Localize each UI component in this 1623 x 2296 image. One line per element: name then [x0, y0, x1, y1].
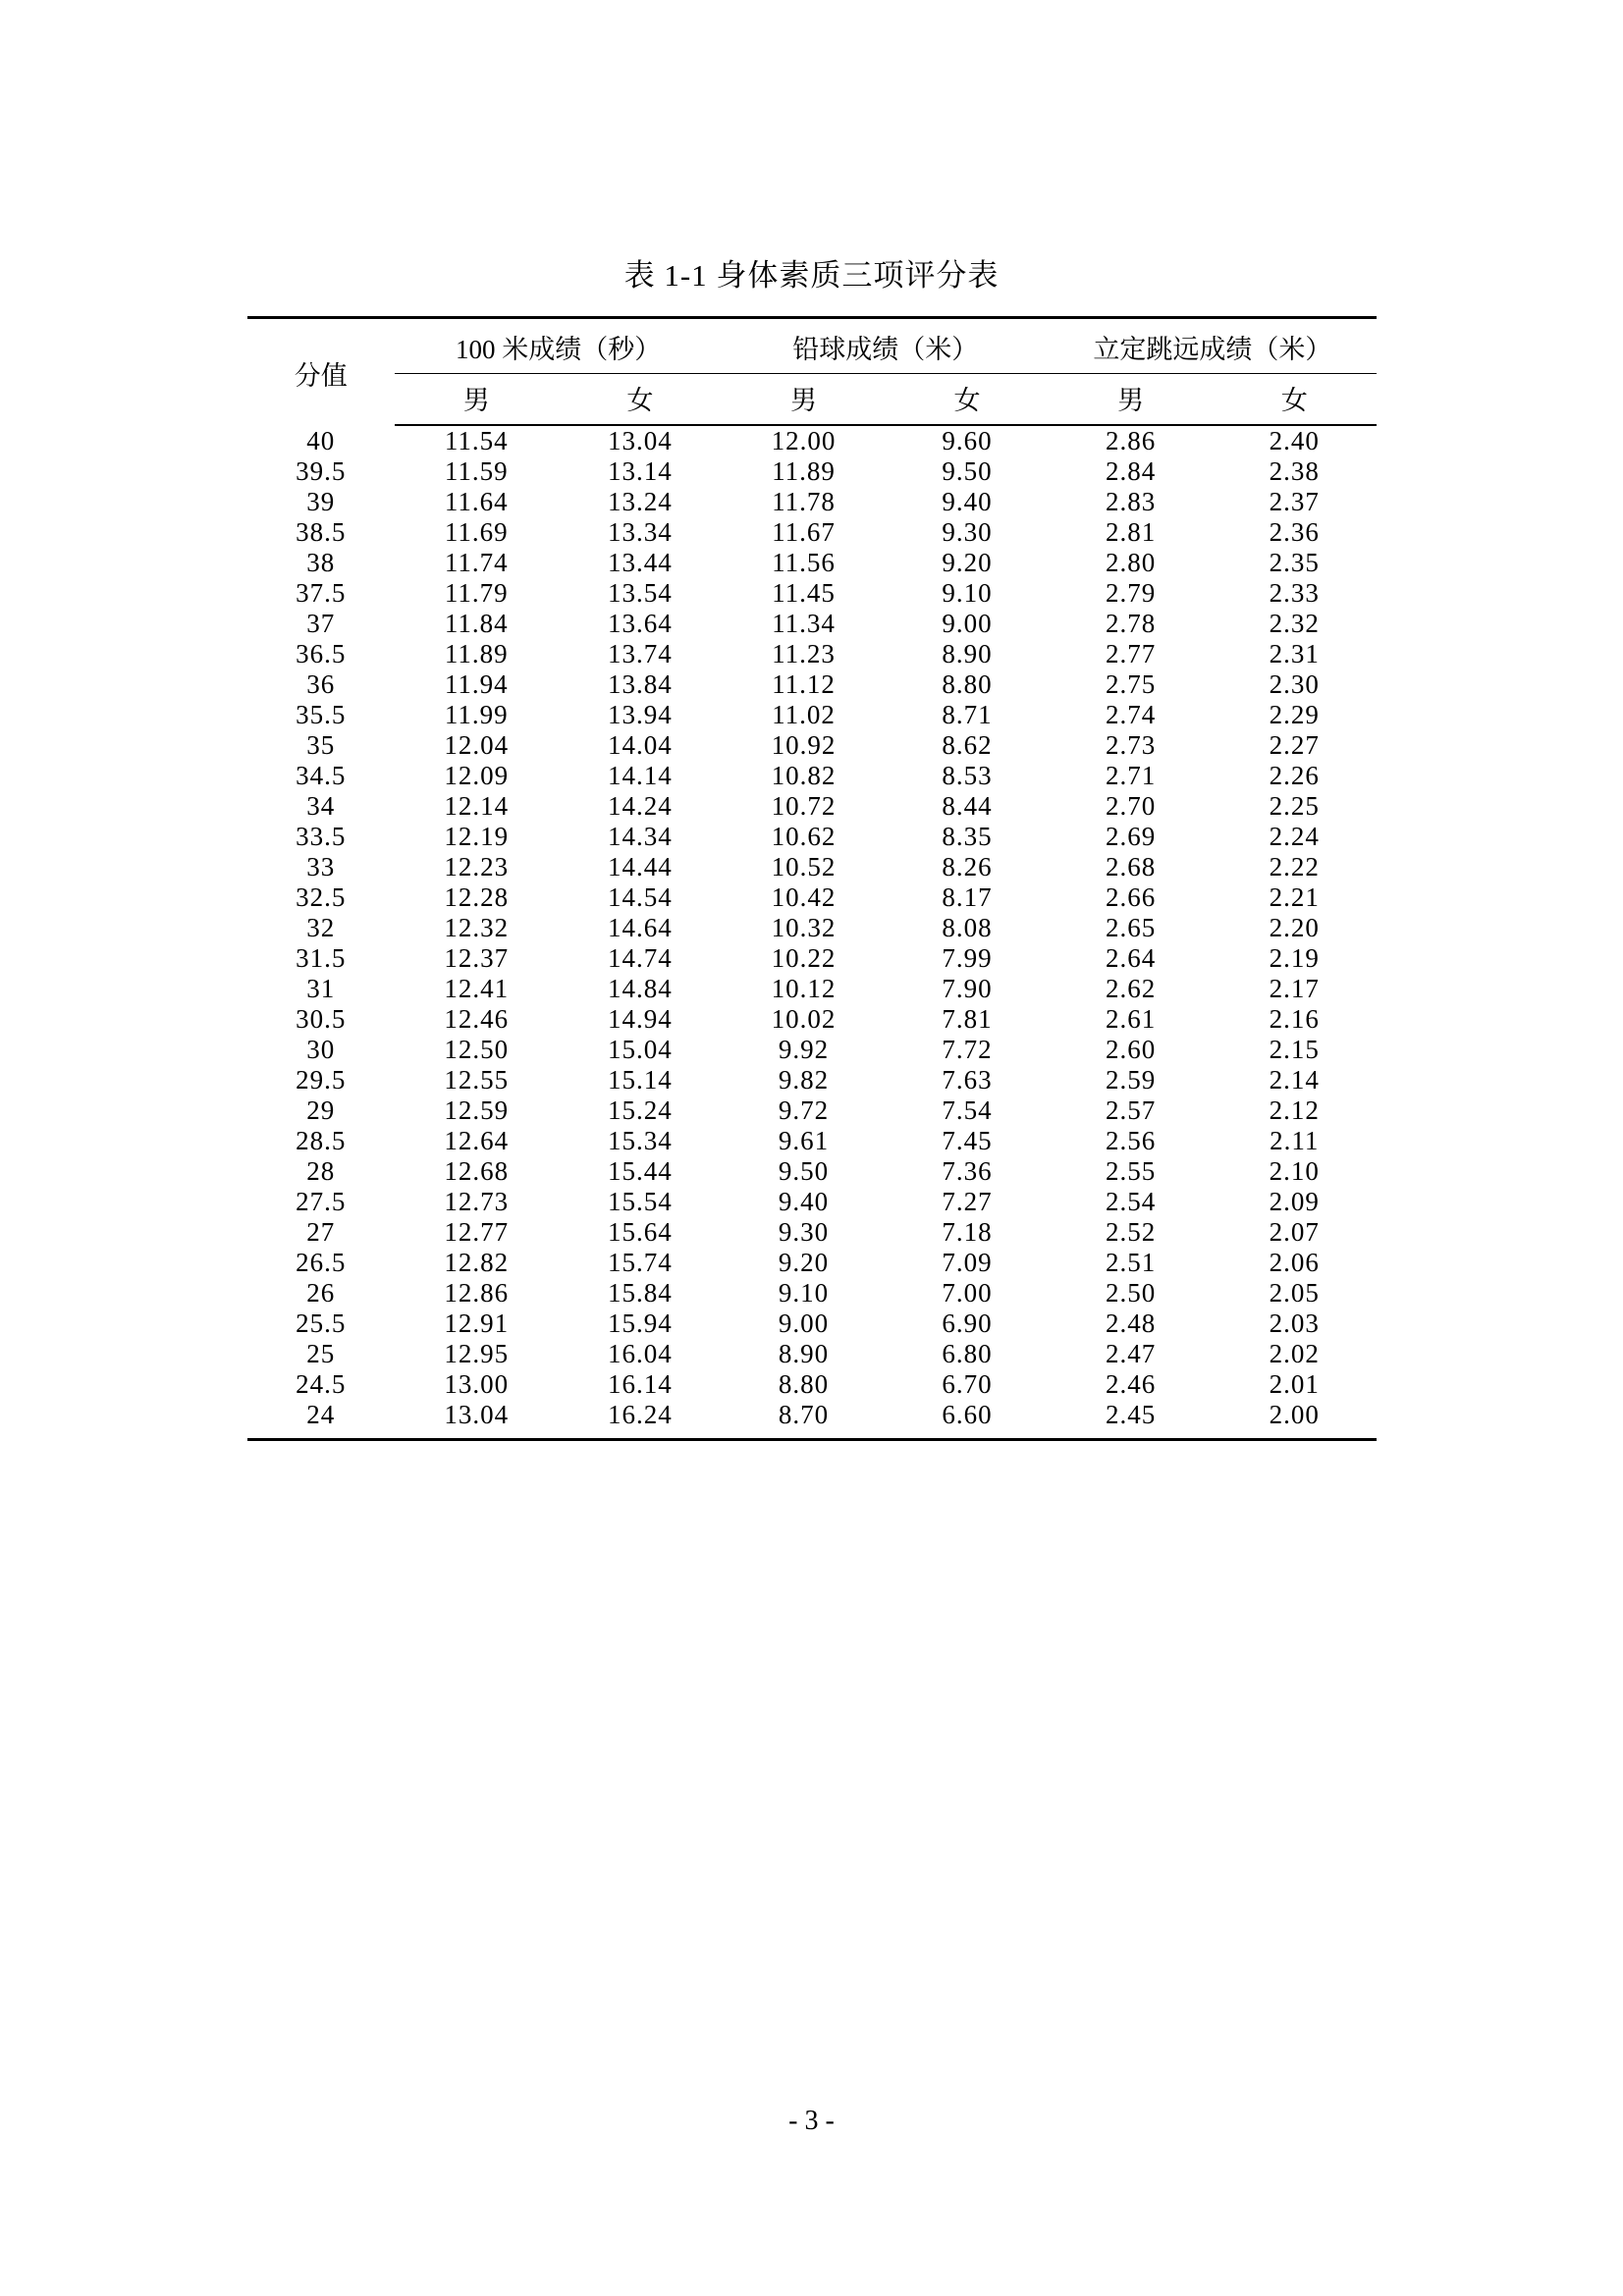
table-row: [247, 1217, 1377, 1248]
header-group-shotput: 铅球成绩（米）: [722, 318, 1049, 374]
cell-score: 39.5: [296, 456, 347, 486]
cell-100m-female: 15.74: [608, 1248, 673, 1277]
cell-jump-male: 2.77: [1105, 639, 1157, 668]
cell-shotput-male: 11.45: [772, 578, 836, 608]
cell-jump-female: 2.16: [1269, 1004, 1320, 1034]
cell-100m-male: 11.59: [444, 456, 509, 486]
cell-shotput-male: 9.82: [778, 1065, 830, 1095]
cell-jump-male: 2.69: [1105, 822, 1157, 851]
cell-shotput-female: 7.54: [942, 1095, 993, 1125]
cell-100m-female: 15.54: [608, 1187, 673, 1216]
cell-jump-female: 2.37: [1269, 487, 1320, 516]
cell-jump-female: 2.33: [1269, 578, 1320, 608]
cell-100m-male: 11.89: [444, 639, 509, 668]
cell-jump-male: 2.57: [1105, 1095, 1157, 1125]
table-row: [247, 669, 1377, 700]
score-table: [247, 316, 1377, 1441]
cell-100m-male: 12.19: [444, 822, 510, 851]
table-row: [247, 882, 1377, 913]
table-row: [247, 700, 1377, 730]
cell-shotput-male: 11.12: [772, 669, 836, 699]
cell-shotput-female: 9.00: [942, 609, 993, 638]
cell-shotput-female: 8.62: [942, 730, 993, 760]
cell-shotput-female: 8.17: [942, 882, 993, 912]
cell-score: 31.5: [296, 943, 347, 973]
cell-jump-male: 2.64: [1105, 943, 1157, 973]
table-row: [247, 578, 1377, 609]
cell-score: 34: [306, 791, 336, 821]
cell-shotput-male: 10.62: [771, 822, 837, 851]
table-row: [247, 1065, 1377, 1095]
cell-score: 24: [247, 1400, 396, 1440]
cell-jump-male: 2.51: [1105, 1248, 1157, 1277]
cell-shotput-male: 9.72: [778, 1095, 830, 1125]
cell-100m-male: 12.14: [444, 791, 510, 821]
cell-100m-female: 14.74: [608, 943, 673, 973]
cell-jump-female: 2.01: [1269, 1369, 1320, 1399]
cell-shotput-male: 9.00: [778, 1308, 830, 1338]
cell-jump-male: 2.60: [1105, 1035, 1157, 1064]
cell-score: 27: [306, 1217, 336, 1247]
cell-score: 26: [306, 1278, 336, 1308]
header-shotput-male: 男: [722, 374, 886, 426]
table-row: [247, 1187, 1377, 1217]
cell-jump-female: 2.07: [1269, 1217, 1320, 1247]
cell-jump-male: 2.50: [1105, 1278, 1157, 1308]
cell-shotput-female: 7.36: [942, 1156, 993, 1186]
cell-100m-female: 14.84: [608, 974, 673, 1003]
cell-100m-female: 14.04: [608, 730, 673, 760]
cell-shotput-male: 10.02: [771, 1004, 837, 1034]
cell-jump-male: 2.74: [1105, 700, 1157, 729]
table-row: [247, 791, 1377, 822]
cell-shotput-male: 11.89: [772, 456, 836, 486]
cell-jump-female: 2.25: [1269, 791, 1320, 821]
cell-jump-male: 2.61: [1105, 1004, 1157, 1034]
cell-shotput-male: 9.50: [778, 1156, 830, 1186]
header-100m-male: 男: [395, 374, 559, 426]
cell-100m-male: 12.86: [444, 1278, 510, 1308]
cell-100m-male: 12.55: [444, 1065, 510, 1095]
cell-100m-female: 16.24: [559, 1400, 723, 1440]
table-header-row-gender: [247, 374, 1377, 426]
cell-shotput-female: 8.90: [942, 639, 993, 668]
table-row: [247, 852, 1377, 882]
cell-shotput-female: 8.53: [942, 761, 993, 790]
table-row: [247, 1400, 1377, 1440]
cell-jump-female: 2.32: [1269, 609, 1320, 638]
cell-100m-female: 13.24: [608, 487, 673, 516]
cell-score: 40: [306, 425, 336, 455]
cell-100m-male: 12.77: [444, 1217, 510, 1247]
cell-jump-female: 2.20: [1269, 913, 1320, 942]
cell-100m-female: 13.54: [608, 578, 673, 608]
cell-jump-male: 2.48: [1105, 1308, 1157, 1338]
cell-100m-female: 16.04: [608, 1339, 673, 1368]
cell-100m-female: 15.44: [608, 1156, 673, 1186]
cell-score: 38: [306, 548, 336, 577]
cell-100m-male: 11.99: [444, 700, 509, 729]
cell-100m-male: 12.68: [444, 1156, 510, 1186]
table-row: [247, 1156, 1377, 1187]
cell-shotput-female: 9.30: [942, 517, 993, 547]
cell-shotput-male: 8.80: [778, 1369, 830, 1399]
cell-100m-female: 15.24: [608, 1095, 673, 1125]
cell-jump-male: 2.66: [1105, 882, 1157, 912]
cell-shotput-female: 7.27: [942, 1187, 993, 1216]
page-title: 表 1-1 身体素质三项评分表: [623, 258, 1000, 293]
table-row: [247, 548, 1377, 578]
cell-score: 25: [306, 1339, 336, 1368]
cell-jump-male: 2.47: [1105, 1339, 1157, 1368]
cell-100m-female: 15.84: [608, 1278, 673, 1308]
cell-100m-male: 12.46: [444, 1004, 510, 1034]
cell-shotput-male: 9.10: [778, 1278, 830, 1308]
cell-jump-male: 2.71: [1105, 761, 1157, 790]
cell-100m-female: 14.14: [608, 761, 673, 790]
cell-jump-male: 2.56: [1105, 1126, 1157, 1155]
cell-score: 37.5: [296, 578, 347, 608]
cell-jump-male: 2.59: [1105, 1065, 1157, 1095]
cell-100m-female: 13.64: [608, 609, 673, 638]
cell-100m-male: 12.64: [444, 1126, 510, 1155]
cell-jump-female: 2.02: [1269, 1339, 1320, 1368]
cell-score: 31: [306, 974, 336, 1003]
cell-shotput-female: 7.63: [942, 1065, 993, 1095]
cell-score: 38.5: [296, 517, 347, 547]
header-score: 分值: [247, 318, 396, 426]
cell-jump-female: 2.24: [1269, 822, 1320, 851]
cell-100m-male: 11.64: [444, 487, 509, 516]
cell-shotput-female: 7.72: [942, 1035, 993, 1064]
cell-score: 29: [306, 1095, 336, 1125]
cell-jump-female: 2.06: [1269, 1248, 1320, 1277]
cell-100m-female: 13.74: [608, 639, 673, 668]
cell-shotput-female: 7.00: [942, 1278, 993, 1308]
cell-100m-female: 15.34: [608, 1126, 673, 1155]
cell-100m-male: 11.79: [444, 578, 509, 608]
cell-jump-female: 2.30: [1269, 669, 1320, 699]
header-group-100m: 100 米成绩（秒）: [395, 318, 722, 374]
cell-shotput-male: 11.67: [772, 517, 836, 547]
cell-100m-male: 12.28: [444, 882, 510, 912]
cell-jump-female: 2.27: [1269, 730, 1320, 760]
cell-100m-female: 14.94: [608, 1004, 673, 1034]
cell-jump-female: 2.40: [1269, 426, 1320, 455]
cell-shotput-female: 9.20: [942, 548, 993, 577]
cell-100m-female: 14.44: [608, 852, 673, 881]
cell-shotput-female: 9.40: [942, 487, 993, 516]
cell-shotput-male: 11.78: [772, 487, 836, 516]
table-body: [247, 425, 1377, 1440]
table-row: [247, 609, 1377, 639]
cell-score: 37: [306, 609, 336, 638]
cell-jump-male: 2.73: [1105, 730, 1157, 760]
cell-jump-male: 2.46: [1105, 1369, 1157, 1399]
cell-shotput-male: 9.20: [778, 1248, 830, 1277]
cell-score: 30.5: [296, 1004, 347, 1034]
cell-100m-male: 13.04: [395, 1400, 559, 1440]
cell-jump-male: 2.52: [1105, 1217, 1157, 1247]
cell-shotput-male: 10.12: [771, 974, 837, 1003]
cell-jump-female: 2.14: [1269, 1065, 1320, 1095]
cell-100m-male: 12.32: [444, 913, 510, 942]
cell-100m-male: 11.69: [444, 517, 509, 547]
cell-shotput-male: 8.90: [778, 1339, 830, 1368]
cell-100m-female: 15.04: [608, 1035, 673, 1064]
table-row: [247, 1004, 1377, 1035]
cell-score: 36.5: [296, 639, 347, 668]
table-row: [247, 1035, 1377, 1065]
cell-100m-female: 13.94: [608, 700, 673, 729]
cell-shotput-male: 9.30: [778, 1217, 830, 1247]
header-100m-female: 女: [559, 374, 723, 426]
cell-shotput-male: 10.42: [771, 882, 837, 912]
cell-shotput-female: 8.71: [942, 700, 993, 729]
cell-score: 24.5: [296, 1369, 347, 1399]
cell-jump-female: 2.26: [1269, 761, 1320, 790]
cell-shotput-female: 8.80: [942, 669, 993, 699]
table-header-row-groups: [247, 318, 1377, 374]
cell-jump-male: 2.65: [1105, 913, 1157, 942]
cell-shotput-male: 10.22: [771, 943, 837, 973]
cell-100m-male: 11.84: [444, 609, 509, 638]
cell-score: 36: [306, 669, 336, 699]
cell-100m-female: 13.14: [608, 456, 673, 486]
cell-jump-male: 2.81: [1105, 517, 1157, 547]
table-row: [247, 943, 1377, 974]
cell-100m-male: 12.59: [444, 1095, 510, 1125]
cell-shotput-male: 9.92: [778, 1035, 830, 1064]
cell-100m-female: 16.14: [608, 1369, 673, 1399]
cell-score: 32: [306, 913, 336, 942]
cell-100m-female: 15.94: [608, 1308, 673, 1338]
cell-shotput-female: 6.60: [886, 1400, 1050, 1440]
cell-shotput-male: 10.82: [771, 761, 837, 790]
cell-jump-male: 2.54: [1105, 1187, 1157, 1216]
cell-100m-female: 13.84: [608, 669, 673, 699]
cell-jump-female: 2.29: [1269, 700, 1320, 729]
cell-jump-female: 2.22: [1269, 852, 1320, 881]
cell-shotput-female: 7.90: [942, 974, 993, 1003]
cell-score: 39: [306, 487, 336, 516]
cell-shotput-female: 7.18: [942, 1217, 993, 1247]
cell-100m-female: 14.34: [608, 822, 673, 851]
cell-shotput-male: 11.02: [772, 700, 836, 729]
cell-jump-male: 2.84: [1105, 456, 1157, 486]
cell-jump-female: 2.31: [1269, 639, 1320, 668]
cell-jump-female: 2.35: [1269, 548, 1320, 577]
table-header: [247, 318, 1377, 426]
table-row: [247, 974, 1377, 1004]
cell-jump-female: 2.00: [1213, 1400, 1377, 1440]
cell-jump-male: 2.55: [1105, 1156, 1157, 1186]
cell-jump-female: 2.36: [1269, 517, 1320, 547]
table-row: [247, 487, 1377, 517]
table-row: [247, 1248, 1377, 1278]
cell-shotput-male: 9.40: [778, 1187, 830, 1216]
cell-jump-female: 2.09: [1269, 1187, 1320, 1216]
cell-score: 29.5: [296, 1065, 347, 1095]
cell-shotput-female: 7.45: [942, 1126, 993, 1155]
cell-jump-female: 2.05: [1269, 1278, 1320, 1308]
cell-shotput-female: 8.44: [942, 791, 993, 821]
cell-score: 33.5: [296, 822, 347, 851]
table-row: [247, 1095, 1377, 1126]
cell-jump-female: 2.21: [1269, 882, 1320, 912]
cell-score: 35: [306, 730, 336, 760]
cell-jump-female: 2.17: [1269, 974, 1320, 1003]
table-row: [247, 517, 1377, 548]
cell-jump-male: 2.70: [1105, 791, 1157, 821]
cell-jump-male: 2.83: [1105, 487, 1157, 516]
cell-shotput-male: 10.72: [771, 791, 837, 821]
header-shotput-female: 女: [886, 374, 1050, 426]
cell-100m-male: 12.41: [444, 974, 510, 1003]
cell-score: 26.5: [296, 1248, 347, 1277]
cell-shotput-female: 6.90: [942, 1308, 993, 1338]
cell-score: 35.5: [296, 700, 347, 729]
header-jump-male: 男: [1049, 374, 1213, 426]
table-row: [247, 425, 1377, 456]
header-jump-female: 女: [1213, 374, 1377, 426]
cell-100m-female: 13.04: [608, 426, 673, 455]
table-row: [247, 1278, 1377, 1308]
cell-100m-male: 12.09: [444, 761, 510, 790]
cell-jump-female: 2.11: [1270, 1126, 1320, 1155]
cell-shotput-male: 8.70: [722, 1400, 886, 1440]
cell-shotput-male: 11.23: [772, 639, 836, 668]
cell-jump-male: 2.86: [1105, 426, 1157, 455]
cell-100m-male: 11.94: [444, 669, 509, 699]
page-number: - 3 -: [788, 2106, 835, 2136]
table-row: [247, 1308, 1377, 1339]
cell-shotput-female: 7.81: [942, 1004, 993, 1034]
table-row: [247, 1126, 1377, 1156]
cell-100m-male: 11.74: [444, 548, 509, 577]
table-row: [247, 822, 1377, 852]
cell-100m-male: 12.50: [444, 1035, 510, 1064]
cell-100m-female: 15.14: [608, 1065, 673, 1095]
cell-jump-female: 2.03: [1269, 1308, 1320, 1338]
cell-jump-female: 2.38: [1269, 456, 1320, 486]
cell-100m-male: 11.54: [444, 426, 509, 455]
cell-shotput-female: 9.60: [942, 426, 993, 455]
table-row: [247, 1339, 1377, 1369]
cell-jump-male: 2.78: [1105, 609, 1157, 638]
cell-shotput-female: 8.26: [942, 852, 993, 881]
cell-shotput-female: 9.10: [942, 578, 993, 608]
cell-100m-female: 14.64: [608, 913, 673, 942]
table-row: [247, 761, 1377, 791]
cell-100m-female: 14.54: [608, 882, 673, 912]
cell-shotput-female: 7.09: [942, 1248, 993, 1277]
cell-score: 28: [306, 1156, 336, 1186]
cell-shotput-male: 11.34: [772, 609, 836, 638]
cell-100m-male: 12.73: [444, 1187, 510, 1216]
cell-shotput-male: 9.61: [778, 1126, 830, 1155]
cell-100m-female: 15.64: [608, 1217, 673, 1247]
cell-100m-female: 13.44: [608, 548, 673, 577]
cell-100m-male: 13.00: [444, 1369, 510, 1399]
cell-score: 33: [306, 852, 336, 881]
cell-jump-male: 2.80: [1105, 548, 1157, 577]
cell-shotput-female: 6.70: [942, 1369, 993, 1399]
cell-score: 34.5: [296, 761, 347, 790]
score-table-container: [125, 316, 1499, 1441]
cell-shotput-female: 9.50: [942, 456, 993, 486]
cell-jump-female: 2.19: [1269, 943, 1320, 973]
cell-jump-male: 2.62: [1105, 974, 1157, 1003]
cell-shotput-male: 12.00: [771, 426, 837, 455]
cell-score: 32.5: [296, 882, 347, 912]
cell-100m-male: 12.37: [444, 943, 510, 973]
cell-shotput-male: 10.32: [771, 913, 837, 942]
cell-shotput-female: 7.99: [942, 943, 993, 973]
cell-score: 30: [306, 1035, 336, 1064]
cell-jump-male: 2.75: [1105, 669, 1157, 699]
cell-100m-female: 13.34: [608, 517, 673, 547]
cell-shotput-male: 10.92: [771, 730, 837, 760]
cell-100m-male: 12.82: [444, 1248, 510, 1277]
cell-score: 25.5: [296, 1308, 347, 1338]
cell-100m-male: 12.91: [444, 1308, 510, 1338]
cell-jump-male: 2.68: [1105, 852, 1157, 881]
cell-100m-male: 12.04: [444, 730, 510, 760]
cell-jump-male: 2.79: [1105, 578, 1157, 608]
cell-score: 27.5: [296, 1187, 347, 1216]
cell-jump-male: 2.45: [1049, 1400, 1213, 1440]
cell-100m-female: 14.24: [608, 791, 673, 821]
cell-jump-female: 2.15: [1269, 1035, 1320, 1064]
table-row: [247, 913, 1377, 943]
cell-jump-female: 2.12: [1269, 1095, 1320, 1125]
table-row: [247, 639, 1377, 669]
table-row: [247, 730, 1377, 761]
table-row: [247, 1369, 1377, 1400]
cell-shotput-female: 6.80: [942, 1339, 993, 1368]
header-group-standing-long-jump: 立定跳远成绩（米）: [1049, 318, 1376, 374]
cell-shotput-male: 10.52: [771, 852, 837, 881]
cell-shotput-male: 11.56: [772, 548, 836, 577]
cell-shotput-female: 8.35: [942, 822, 993, 851]
cell-score: 28.5: [296, 1126, 347, 1155]
cell-jump-female: 2.10: [1269, 1156, 1320, 1186]
cell-shotput-female: 8.08: [942, 913, 993, 942]
cell-100m-male: 12.95: [444, 1339, 510, 1368]
table-row: [247, 456, 1377, 487]
cell-100m-male: 12.23: [444, 852, 510, 881]
